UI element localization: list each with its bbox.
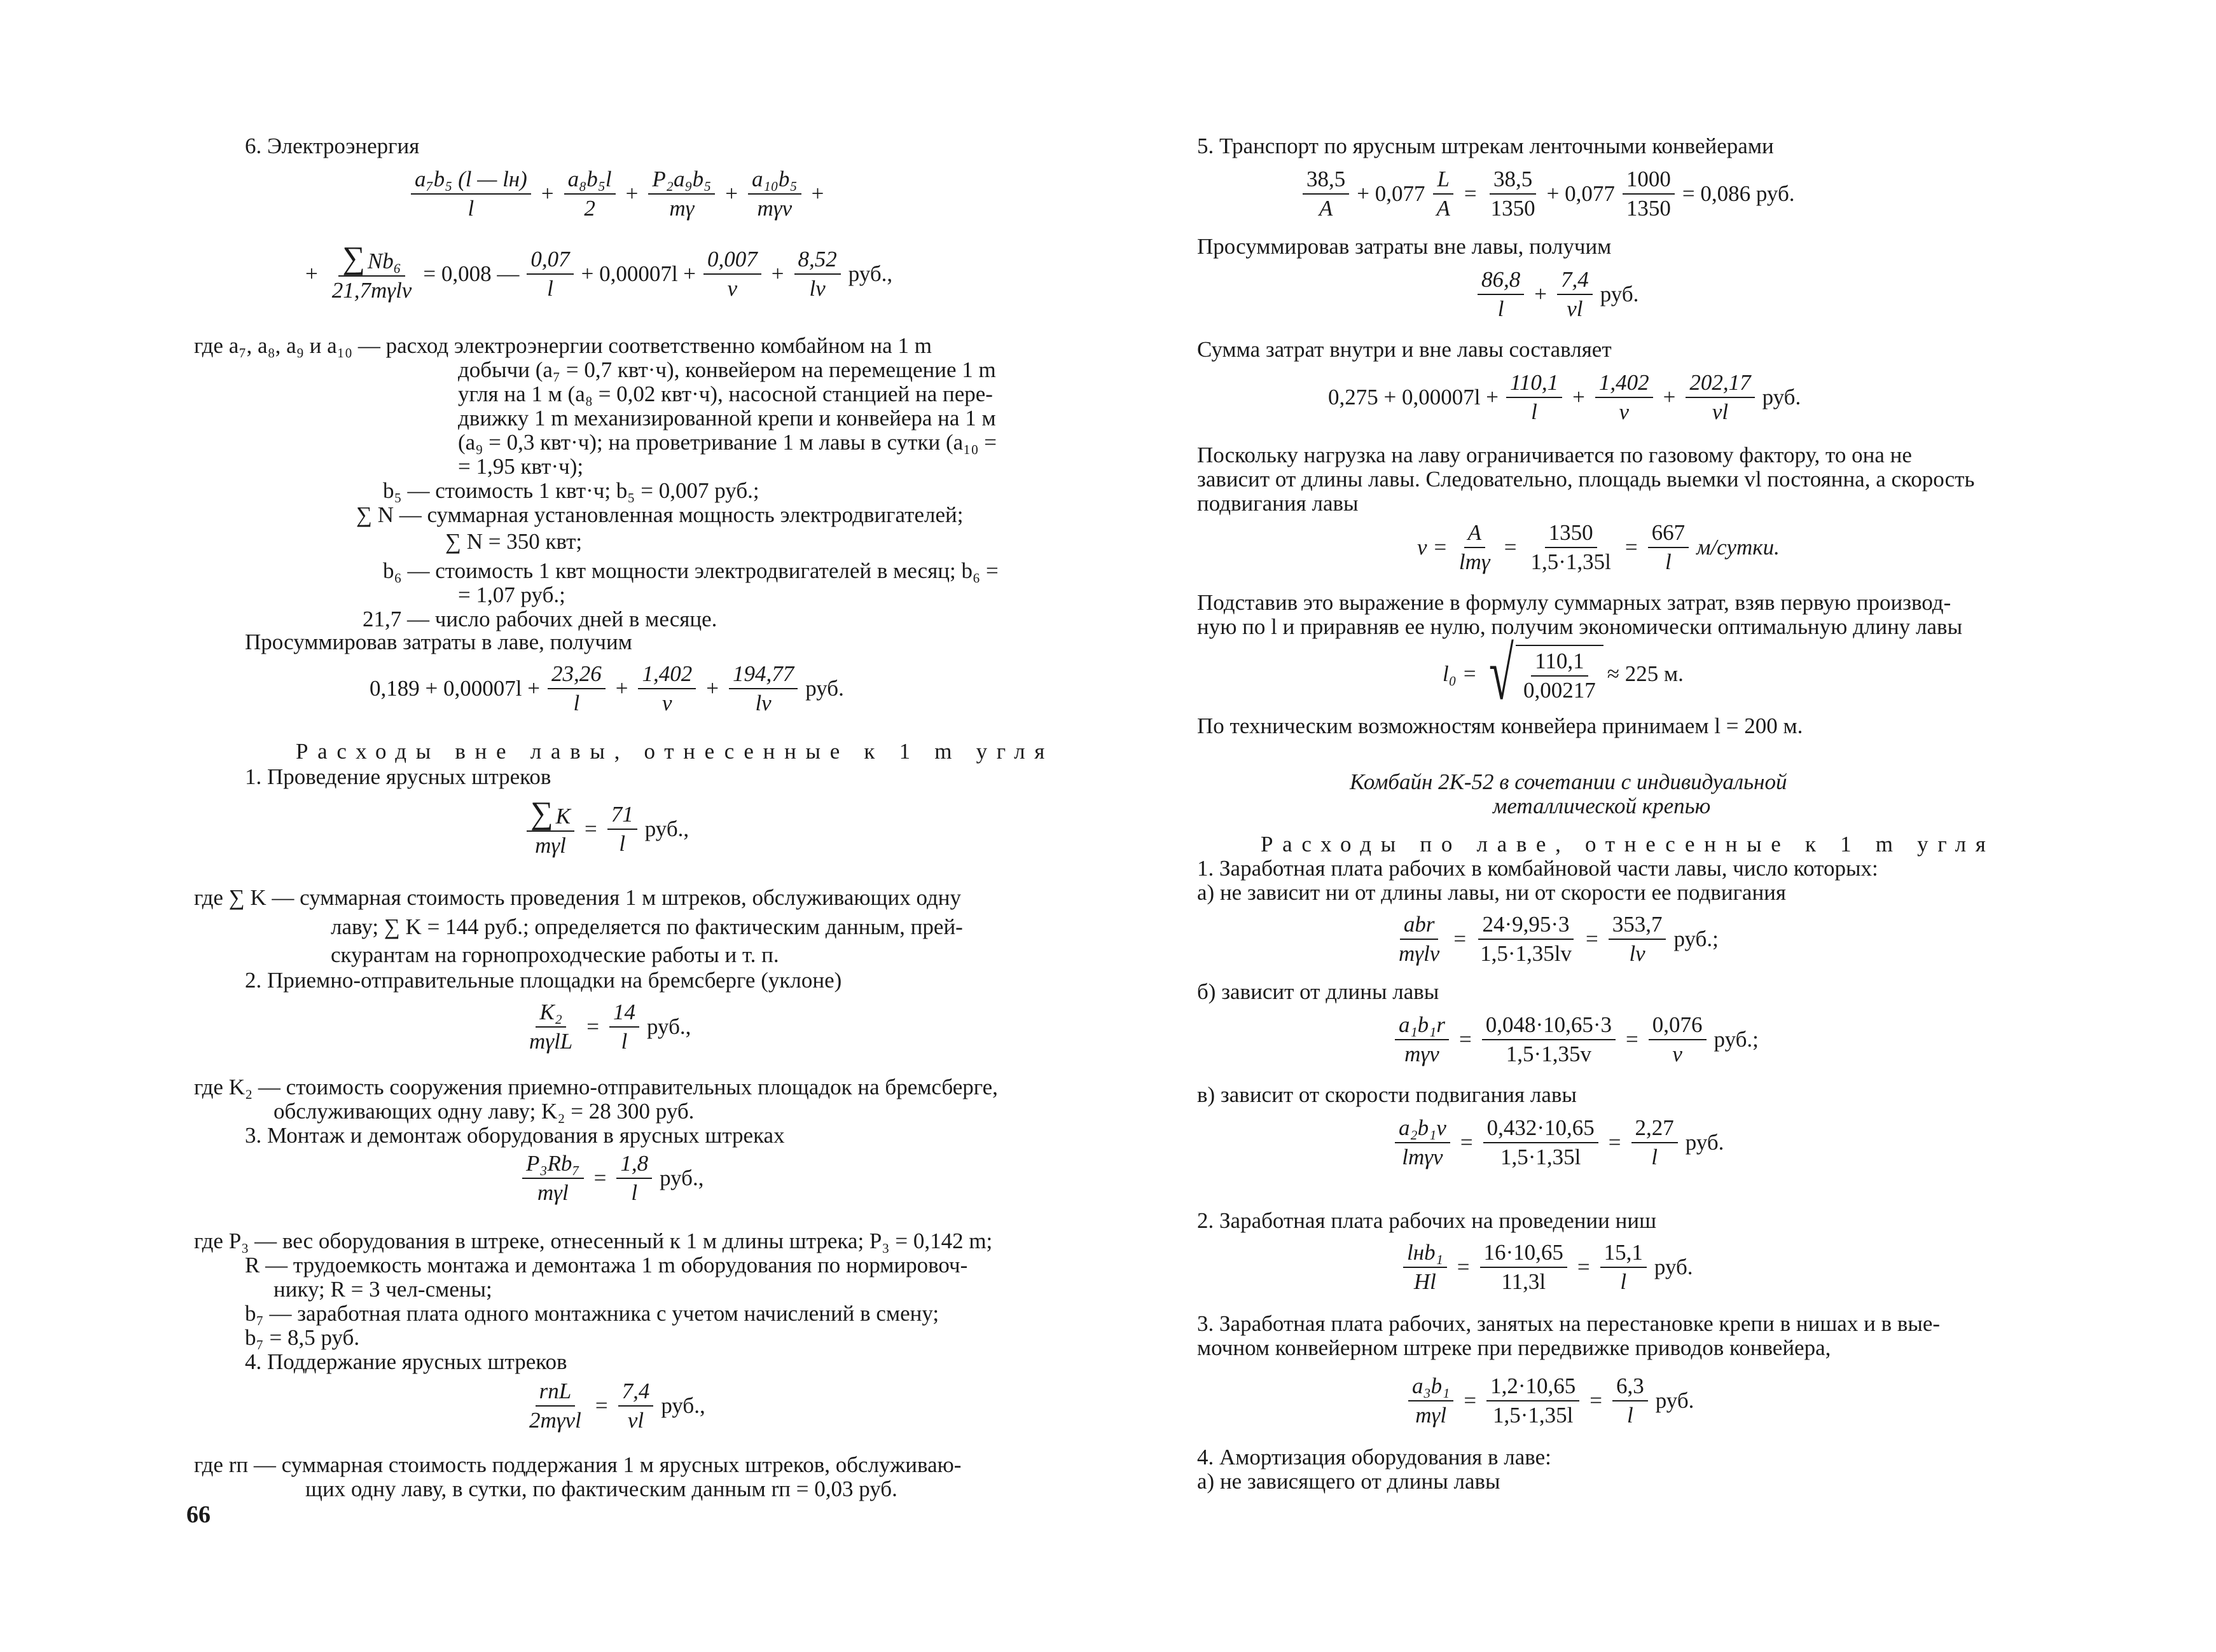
- formula-wage-a: abr mγlv = $\frac{24\cdot 9,95\cdot 3}{1,5\cdot 1,35lv}$ = $\frac{353,7}{lv}$ руб.;: [1391, 912, 1722, 967]
- fraction: 38,5 A: [1303, 167, 1349, 221]
- formula-niches: lнb₁ Hl = $\frac{16\cdot 10,65}{11,3l}$ = $\frac{15,1}{l}$ руб.: [1399, 1240, 1697, 1295]
- fraction: a₁₀b₅ mγv: [748, 167, 801, 221]
- legend-line: где rп — суммарная стоимость поддержания 1 м ярусных штреков, обслуживаю-: [194, 1452, 962, 1477]
- fraction: $\frac{0,007}{v}$: [703, 247, 761, 301]
- paragraph-line: 3. Заработная плата рабочих, занятых на перестановке крепи в нишах и в вые-: [1197, 1311, 1941, 1336]
- fraction: $\frac{202,17}{vl}$: [1686, 370, 1754, 425]
- formula-speed: v = A lmγ = $\frac{1350}{1,5\cdot 1,35l}$ = $\frac{667}{l}$ м/сутки.: [1417, 520, 1780, 574]
- fraction: $\frac{7,4}{vl}$: [618, 1379, 654, 1433]
- legend-line: где P₃ — вес оборудования в штреке, отнесенный к 1 м длины штрека; P₃ = 0,142 m;: [194, 1229, 993, 1253]
- fraction: 86,8 l: [1478, 267, 1524, 322]
- paragraph-line: подвигания лавы: [1197, 491, 1359, 516]
- fraction: $\frac{14}{l}$: [609, 1000, 639, 1054]
- item-mounting: 3. Монтаж и демонтаж оборудования в ярусных штреках: [245, 1123, 785, 1148]
- legend-line: нику; R = 3 чел-смены;: [274, 1277, 492, 1302]
- legend-line: скурантам на горнопроходческие работы и т. п.: [331, 942, 779, 967]
- formula-sum-total: 0,275 + 0,00007l + $\frac{110,1}{l}$ + $\frac{1,402}{v}$ + $\frac{202,17}{vl}$ руб.: [1328, 370, 1801, 424]
- fraction: $\frac{1350}{1,5\cdot 1,35l}$: [1530, 520, 1611, 574]
- fraction: a₃b₁ mγl: [1408, 1373, 1453, 1428]
- item-maintenance: 4. Поддержание ярусных штреков: [245, 1349, 567, 1374]
- formula-wage-b: a₁b₁r mγv = $\frac{0,048\cdot 10,65\cdot 3}{1,5\cdot 1,35v}$ = $\frac{0,076}{v}$ руб.;: [1391, 1012, 1762, 1067]
- section-heading: Расходы вне лавы, отнесенные к 1 m угля: [296, 739, 1055, 764]
- formula-transport: 38,5 A + 0,077 $\frac{L}{A}$ = $\frac{38,5}{1350}$ + 0,077 $\frac{1000}{1350}$ = 0,086 руб.: [1299, 167, 1799, 221]
- paragraph-line: мочном конвейерном штреке при передвижке приводов конвейера,: [1197, 1335, 1831, 1360]
- formula-wage-c: a₂b₁v lmγv = $\frac{0,432\cdot 10,65}{1,5\cdot 1,35l}$ = $\frac{2,27}{l}$ руб.: [1391, 1115, 1728, 1170]
- legend-line: b₇ = 8,5 руб.: [245, 1325, 360, 1350]
- fraction: $\frac{71}{l}$: [607, 802, 637, 857]
- legend-line: ∑ N = 350 квт;: [445, 529, 583, 554]
- fraction: a₇b₅ (l — lн) l: [411, 167, 531, 221]
- page-number: 66: [186, 1501, 211, 1528]
- formula-platforms: K₂ mγlL = $\frac{14}{l}$ руб.,: [522, 1000, 695, 1054]
- fraction: 0,07 l: [527, 247, 573, 301]
- fraction: $\frac{L}{A}$: [1433, 167, 1454, 221]
- fraction: $\frac{110,1}{0,00217}$: [1523, 649, 1596, 703]
- fraction: $\frac{8,52}{lv}$: [794, 247, 841, 301]
- fraction: $\frac{24\cdot 9,95\cdot 3}{1,5\cdot 1,35lv}$: [1476, 912, 1575, 967]
- legend-line: R — трудоемкость монтажа и демонтажа 1 m оборудования по нормировоч-: [245, 1253, 968, 1277]
- paragraph-line: Подставив это выражение в формулу суммарных затрат, взяв первую производ-: [1197, 590, 1951, 615]
- formula-support: a₃b₁ mγl = $\frac{1,2\cdot 10,65}{1,5\cdot 1,35l}$ = $\frac{6,3}{l}$ руб.: [1404, 1373, 1698, 1428]
- section-heading: Расходы по лаве, отнесенные к 1 m угля: [1261, 832, 1995, 857]
- text-line: Сумма затрат внутри и вне лавы составляет: [1197, 337, 1612, 362]
- legend-line: лаву; ∑ K = 144 руб.; определяется по фактическим данным, прей-: [331, 914, 963, 939]
- fraction: $\frac{0,076}{v}$: [1649, 1012, 1707, 1067]
- formula-maintenance: rпL 2mγvl = $\frac{7,4}{vl}$ руб.,: [522, 1379, 709, 1433]
- fraction: $\frac{1,2\cdot 10,65}{1,5\cdot 1,35l}$: [1486, 1373, 1579, 1428]
- fraction: $\frac{1000}{1350}$: [1623, 167, 1675, 221]
- paragraph-line: зависит от длины лавы. Следовательно, площадь выемки vl постоянна, а скорость: [1197, 467, 1975, 492]
- paragraph-line: Поскольку нагрузка на лаву ограничивается по газовому фактору, то она не: [1197, 443, 1912, 467]
- fraction: $\frac{23,26}{l}$: [548, 661, 606, 716]
- legend-line: движку 1 m механизированной крепи и конвейера на 1 м: [458, 406, 996, 430]
- formula-sum-outside: 86,8 l + $\frac{7,4}{vl}$ руб.: [1474, 267, 1642, 322]
- legend-line: где K₂ — стоимость сооружения приемно-отправительных площадок на бремсберге,: [194, 1075, 998, 1099]
- formula-electricity-2: + ∑ Nb₆ 21,7mγlv = 0,008 — 0,07 l + 0,00007l + $\frac{0,007}{v}$ + $\frac{8,52}{lv}$ руб.,: [305, 240, 893, 303]
- fraction: ∑ Nb₆ 21,7mγlv: [331, 240, 412, 303]
- text-line: в) зависит от скорости подвигания лавы: [1197, 1082, 1577, 1107]
- fraction: $\frac{6,3}{l}$: [1612, 1373, 1648, 1428]
- legend-line: b₅ — стоимость 1 квт·ч; b₅ = 0,007 руб.;: [383, 478, 759, 503]
- fraction: $\frac{2,27}{l}$: [1631, 1115, 1678, 1170]
- fraction: $\frac{15,1}{l}$: [1600, 1240, 1647, 1295]
- legend-line: угля на 1 м (a₈ = 0,02 квт·ч), насосной станцией на пере-: [458, 382, 993, 406]
- fraction: P₃Rb₇ mγl: [522, 1151, 584, 1206]
- item-drifts: 1. Проведение ярусных штреков: [245, 764, 551, 789]
- text-line: б) зависит от длины лавы: [1197, 979, 1439, 1004]
- fraction: a₁b₁r mγv: [1395, 1012, 1449, 1067]
- legend-line: ∑ N — суммарная установленная мощность электродвигателей;: [356, 502, 964, 527]
- legend-line: b₆ — стоимость 1 квт мощности электродвигателей в месяц; b₆ =: [383, 558, 999, 583]
- formula-mounting: P₃Rb₇ mγl = $\frac{1,8}{l}$ руб.,: [518, 1151, 708, 1206]
- legend-line: обслуживающих одну лаву; K₂ = 28 300 руб.: [274, 1099, 695, 1124]
- fraction: $\frac{194,77}{lv}$: [729, 661, 798, 716]
- fraction: $\frac{353,7}{lv}$: [1609, 912, 1666, 967]
- fraction: $\frac{7,4}{vl}$: [1557, 267, 1593, 322]
- fraction: $\frac{16\cdot 10,65}{11,3l}$: [1480, 1240, 1567, 1295]
- paragraph-line: ную по l и приравняв ее нулю, получим экономически оптимальную длину лавы: [1197, 614, 1963, 639]
- text-line: Просуммировав затраты вне лавы, получим: [1197, 234, 1612, 259]
- legend-line: добычи (a₇ = 0,7 квт·ч), конвейером на перемещение 1 m: [458, 357, 996, 382]
- item-platforms: 2. Приемно-отправительные площадки на бремсберге (уклоне): [245, 968, 842, 993]
- text-line: а) не зависит ни от длины лавы, ни от скорости ее подвигания: [1197, 880, 1787, 905]
- formula-sum-inside: 0,189 + 0,00007l + $\frac{23,26}{l}$ + $\frac{1,402}{v}$ + $\frac{194,77}{lv}$ руб.: [370, 661, 844, 715]
- legend-line: (a₉ = 0,3 квт·ч); на проветривание 1 м лавы в сутки (a₁₀ =: [458, 430, 997, 455]
- fraction: $\frac{\text{a₈b₅l}}{2}$: [564, 167, 616, 221]
- fraction: K₂ mγlL: [529, 1000, 573, 1054]
- legend-line: b₇ — заработная плата одного монтажника с учетом начислений в смену;: [245, 1301, 939, 1326]
- fraction: $\frac{110,1}{l}$: [1506, 370, 1562, 425]
- fraction: $\frac{38,5}{1350}$: [1490, 167, 1535, 221]
- fraction: ∑ K mγl: [527, 800, 574, 858]
- legend-line: = 1,07 руб.;: [458, 582, 565, 607]
- fraction: $\frac{1,402}{v}$: [1595, 370, 1653, 425]
- fraction: $\frac{0,432\cdot 10,65}{1,5\cdot 1,35l}$: [1483, 1115, 1598, 1170]
- legend-line: где ∑ K — суммарная стоимость проведения 1 м штреков, обслуживающих одну: [194, 885, 962, 910]
- formula-optimal-length: l₀ = √ $\frac{110,1}{0,00217}$ ≈ 225 м.: [1443, 632, 1684, 715]
- square-root: √ $\frac{110,1}{0,00217}$: [1481, 642, 1603, 706]
- text-line: Просуммировав затраты в лаве, получим: [245, 630, 632, 654]
- right-page: [1108, 0, 2216, 1652]
- text-line: а) не зависящего от длины лавы: [1197, 1469, 1500, 1494]
- legend-line: = 1,95 квт·ч);: [458, 454, 584, 479]
- fraction: rпL 2mγvl: [529, 1379, 581, 1433]
- text-line: 1. Заработная плата рабочих в комбайновой части лавы, число которых:: [1197, 856, 1878, 881]
- paragraph-line: По техническим возможностям конвейера принимаем l = 200 м.: [1197, 713, 1803, 738]
- item-niches: 2. Заработная плата рабочих на проведении ниш: [1197, 1208, 1657, 1233]
- fraction: lнb₁ Hl: [1403, 1240, 1447, 1295]
- fraction: $\frac{667}{l}$: [1648, 520, 1689, 575]
- formula-electricity-1: a₇b₅ (l — lн) l + $\frac{\text{a₈b₅l}}{2}$ + $\frac{\text{P₂a₉b₅}}{m\gamma}$ + a₁₀b₅ mγv +: [407, 167, 830, 221]
- fraction: $\frac{\text{P₂a₉b₅}}{m\gamma}$: [648, 167, 715, 221]
- item-electricity: 6. Электроэнергия: [245, 134, 420, 158]
- item-transport: 5. Транспорт по ярусным штрекам ленточными конвейерами: [1197, 134, 1774, 158]
- formula-drifts: ∑ K mγl = $\frac{71}{l}$ руб.,: [523, 800, 693, 858]
- legend-line: 21,7 — число рабочих дней в месяце.: [363, 607, 717, 631]
- legend-line: щих одну лаву, в сутки, по фактическим данным rп = 0,03 руб.: [305, 1476, 897, 1501]
- legend-line: где a₇, a₈, a₉ и a₁₀ — расход электроэнергии соответственно комбайном на 1 m: [194, 333, 932, 358]
- subsection-title: Комбайн 2К-52 в сочетании с индивидуальной: [1350, 769, 1787, 794]
- fraction: a₂b₁v lmγv: [1395, 1115, 1450, 1170]
- fraction: $\frac{1,8}{l}$: [616, 1151, 652, 1206]
- fraction: $\frac{0,048\cdot 10,65\cdot 3}{1,5\cdot 1,35v}$: [1482, 1012, 1616, 1067]
- fraction: A lmγ: [1458, 520, 1490, 574]
- fraction: $\frac{1,402}{v}$: [638, 661, 696, 716]
- fraction: abr mγlv: [1399, 912, 1440, 966]
- item-amortization: 4. Амортизация оборудования в лаве:: [1197, 1445, 1551, 1470]
- subsection-title: металлической крепью: [1493, 794, 1711, 818]
